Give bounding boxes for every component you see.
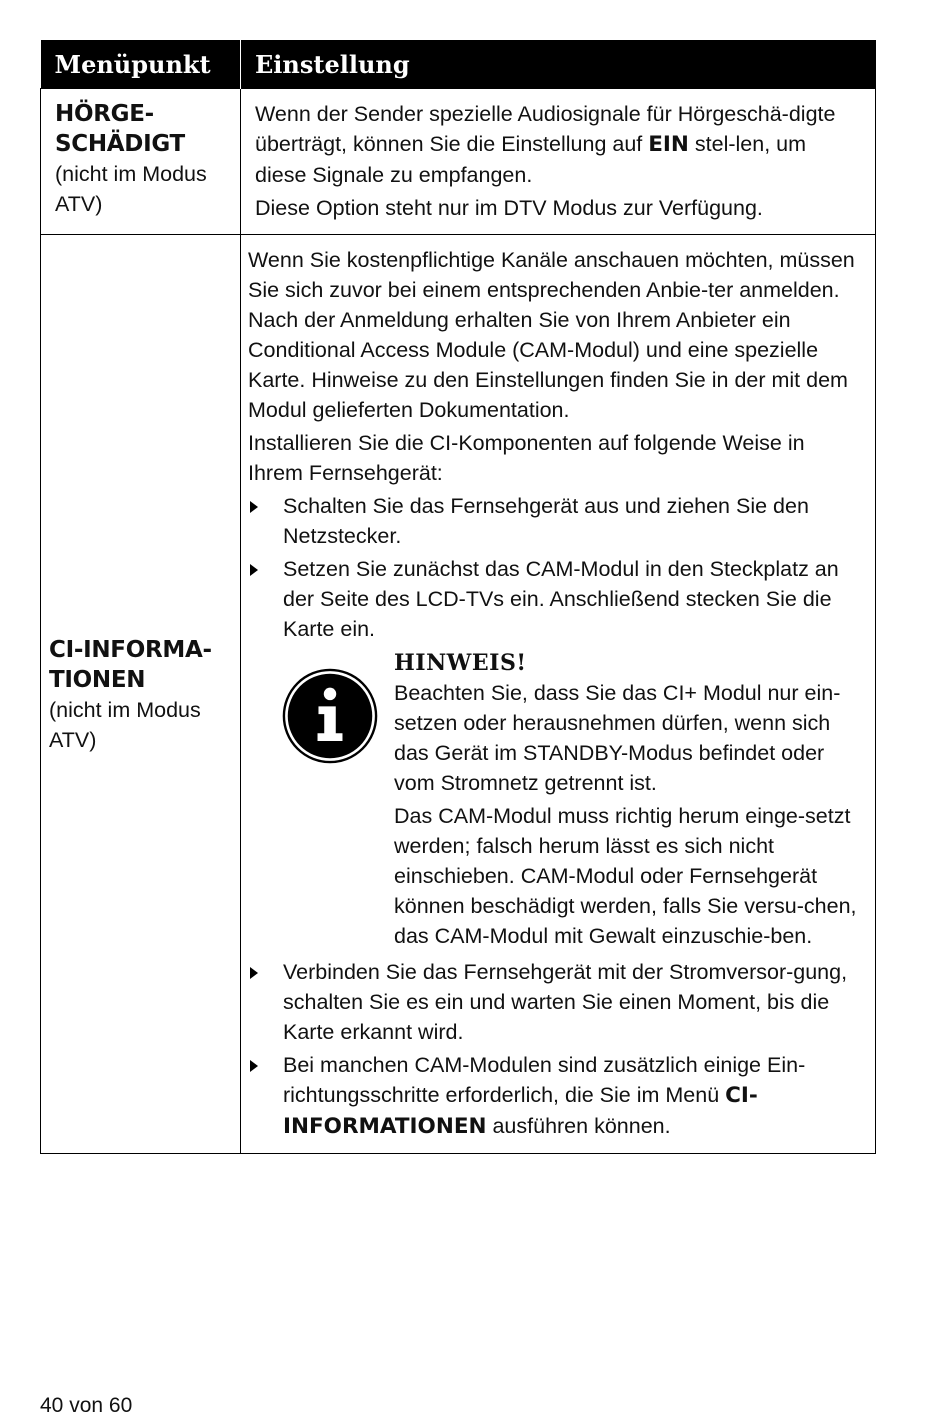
- setting-paragraph: Installieren Sie die CI-Komponenten auf folgende Weise in Ihrem Fernsehgerät:: [248, 431, 805, 485]
- menu-note-line: ATV): [55, 192, 103, 216]
- step-text: Setzen Sie zunächst das CAM-Modul in den Steckplatz an der Seite des LCD-TVs ein. Anschließend stecken Sie die Karte ein.: [283, 557, 839, 641]
- steps-list: [248, 491, 863, 644]
- notice-title: HINWEIS!: [394, 650, 527, 676]
- setting-paragraph: [255, 99, 863, 190]
- menu-note: [55, 159, 228, 219]
- step-text: Verbinden Sie das Fernsehgerät mit der Stromversor-gung, schalten Sie es ein und warten Sie einen Moment, bis die Karte erkannt wird.: [283, 960, 848, 1044]
- setting-paragraph: Diese Option steht nur im DTV Modus zur Verfügung.: [255, 196, 763, 220]
- bullet-arrow-icon: [250, 1060, 258, 1072]
- paragraph-text: Wenn der Sender spezielle Audiosignale für Hörgeschä-digte überträgt, können Sie die Einstellung auf: [255, 102, 836, 156]
- page-number: 40 von 60: [40, 1394, 133, 1417]
- steps-list: [248, 957, 863, 1142]
- step-text: Bei manchen CAM-Modulen sind zusätzlich einige Ein-richtungsschritte erforderlich, die Sie im Menü: [283, 1053, 806, 1107]
- header-menu-item: Menüpunkt: [41, 40, 241, 89]
- menu-title-line: SCHÄDIGT: [55, 131, 185, 157]
- menu-title-line: TIONEN: [49, 667, 146, 693]
- menu-note-line: ATV): [49, 728, 97, 752]
- header-setting: Einstellung: [241, 40, 876, 89]
- notice-text: Beachten Sie, dass Sie das CI+ Modul nur ein-setzen oder herausnehmen dürfen, wenn sich das Gerät im STANDBY-Modus befindet oder vom Stromnetz getrennt ist.: [394, 681, 841, 795]
- menu-title-line: CI-INFORMA-: [49, 637, 212, 663]
- menu-note: [49, 695, 228, 755]
- menu-reference: CI-INFORMATIONEN: [283, 1083, 758, 1139]
- setting-cell-hoergeschaedigt: [241, 89, 876, 235]
- menu-note-line: (nicht im Modus: [49, 698, 201, 722]
- menu-title: [49, 635, 228, 695]
- step-text: Schalten Sie das Fernsehgerät aus und ziehen Sie den Netzstecker.: [283, 494, 809, 548]
- notice-text: Das CAM-Modul muss richtig herum einge-setzt werden; falsch herum lässt es sich nicht einschieben. CAM-Modul oder Fernsehgerät können beschädigt werden, falls Sie versu-chen, das CAM-Modul mit Gewalt einzuschie-ben.: [394, 804, 857, 948]
- menu-note-line: (nicht im Modus: [55, 162, 207, 186]
- bullet-arrow-icon: [250, 967, 258, 979]
- table-row: [41, 235, 876, 1154]
- menu-cell-hoergeschaedigt: [41, 89, 241, 235]
- table-row: [41, 89, 876, 235]
- menu-title: [55, 99, 228, 159]
- info-icon: [282, 668, 378, 764]
- setting-cell-ci-informationen: [241, 235, 876, 1154]
- manual-page: [40, 40, 875, 1154]
- menu-cell-ci-informationen: [41, 235, 241, 1154]
- menu-title-line: HÖRGE-: [55, 101, 154, 127]
- setting-paragraph: Wenn Sie kostenpflichtige Kanäle anschauen möchten, müssen Sie sich zuvor bei einem entsprechenden Anbie-ter anmelden. Nach der Anmeldung erhalten Sie von Ihrem Anbieter ein Conditional Access Module (CAM-Modul) und eine spezielle Karte. Hinweise zu den Einstellungen finden Sie in der mit dem Modul gelieferten Dokumentation.: [248, 248, 855, 422]
- table-header-row: [41, 40, 876, 89]
- step-item: [248, 554, 863, 644]
- settings-table: [40, 40, 876, 1154]
- bullet-arrow-icon: [250, 564, 258, 576]
- step-item: [248, 491, 863, 551]
- paragraph-text: stel-len, um diese Signale zu empfangen.: [255, 132, 807, 187]
- step-text: ausführen können.: [486, 1114, 671, 1138]
- notice-box: [248, 648, 863, 951]
- bullet-arrow-icon: [250, 501, 258, 513]
- step-item: [248, 1050, 863, 1142]
- step-item: [248, 957, 863, 1047]
- value-ein: EIN: [648, 132, 689, 157]
